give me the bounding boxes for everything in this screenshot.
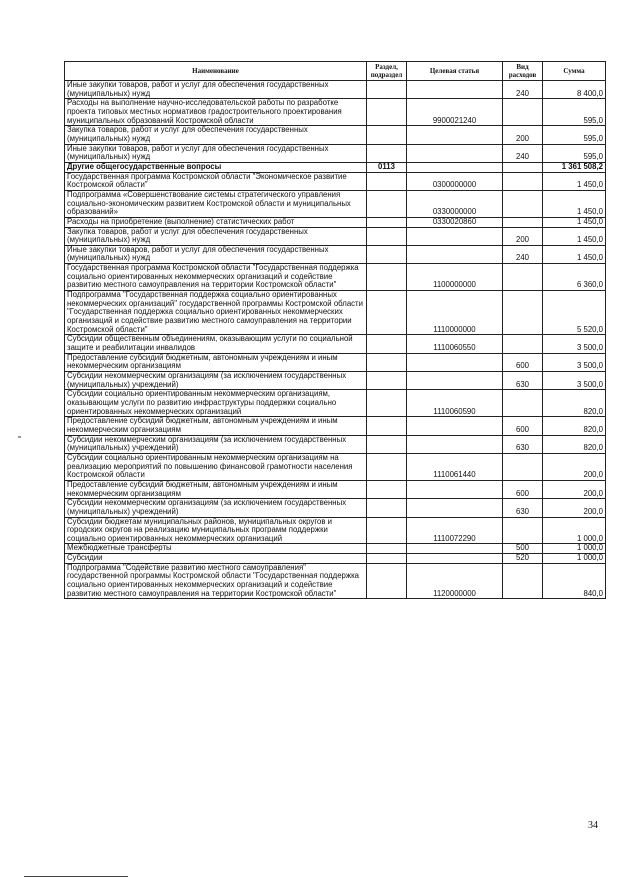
cell-section xyxy=(367,554,407,564)
cell-sum: 820,0 xyxy=(543,417,606,435)
cell-name: Иные закупки товаров, работ и услуг для обеспечения государственных (муниципальных) нужд xyxy=(65,245,367,263)
cell-article xyxy=(407,372,503,390)
table-row xyxy=(65,245,606,263)
cell-sum: 1 000,0 xyxy=(543,554,606,564)
cell-name: Предоставление субсидий бюджетным, автономным учреждениям и иным некоммерческим организациям xyxy=(65,417,367,435)
cell-article: 1120000000 xyxy=(407,563,503,599)
cell-article xyxy=(407,353,503,371)
cell-section xyxy=(367,99,407,126)
table-row xyxy=(65,264,606,291)
cell-type: 240 xyxy=(503,245,543,263)
table-row xyxy=(65,544,606,554)
cell-sum: 820,0 xyxy=(543,435,606,453)
cell-sum: 1 450,0 xyxy=(543,217,606,227)
cell-section xyxy=(367,335,407,353)
cell-sum: 200,0 xyxy=(543,453,606,480)
cell-type: 240 xyxy=(503,81,543,99)
cell-type xyxy=(503,563,543,599)
cell-type xyxy=(503,172,543,190)
cell-name: Субсидии некоммерческим организациям (за исключением государственных (муниципальных) учреждений) xyxy=(65,372,367,390)
header-sum: Сумма xyxy=(543,62,606,81)
cell-section xyxy=(367,563,407,599)
cell-article: 0330000000 xyxy=(407,190,503,217)
cell-name: Иные закупки товаров, работ и услуг для обеспечения государственных (муниципальных) нужд xyxy=(65,81,367,99)
cell-article xyxy=(407,417,503,435)
table-row xyxy=(65,563,606,599)
cell-sum: 820,0 xyxy=(543,390,606,417)
cell-type: 600 xyxy=(503,353,543,371)
cell-article xyxy=(407,162,503,172)
table-row xyxy=(65,291,606,335)
cell-type: 630 xyxy=(503,372,543,390)
cell-article xyxy=(407,81,503,99)
table-row xyxy=(65,81,606,99)
cell-name: Закупка товаров, работ и услуг для обеспечения государственных (муниципальных) нужд xyxy=(65,126,367,144)
table-row xyxy=(65,372,606,390)
cell-name: Субсидии некоммерческим организациям (за исключением государственных (муниципальных) учреждений) xyxy=(65,499,367,517)
cell-name: Субсидии xyxy=(65,554,367,564)
cell-sum: 1 000,0 xyxy=(543,544,606,554)
cell-section xyxy=(367,172,407,190)
cell-article: 1110000000 xyxy=(407,291,503,335)
cell-article: 1100000000 xyxy=(407,264,503,291)
cell-type: 500 xyxy=(503,544,543,554)
cell-name: Государственная программа Костромской области "Экономическое развитие Костромской области" xyxy=(65,172,367,190)
table-row xyxy=(65,162,606,172)
cell-article: 1110072290 xyxy=(407,517,503,544)
cell-name: Расходы на выполнение научно-исследовательской работы по разработке проекта типовых местных нормативов градостроительного проектирования муниципальных образований Костромской области xyxy=(65,99,367,126)
cell-article xyxy=(407,544,503,554)
cell-sum: 1 450,0 xyxy=(543,190,606,217)
cell-sum: 8 400,0 xyxy=(543,81,606,99)
cell-name: Расходы на приобретение (выполнение) статистических работ xyxy=(65,217,367,227)
cell-name: Субсидии социально ориентированным некоммерческим организациям, оказывающим услуги по развитию инфраструктуры поддержки социально ориентированных некоммерческих организаций xyxy=(65,390,367,417)
cell-name: Предоставление субсидий бюджетным, автономным учреждениям и иным некоммерческим организациям xyxy=(65,353,367,371)
cell-article xyxy=(407,126,503,144)
budget-table-container xyxy=(64,61,605,599)
cell-section xyxy=(367,291,407,335)
cell-type xyxy=(503,517,543,544)
cell-article xyxy=(407,554,503,564)
cell-sum: 1 000,0 xyxy=(543,517,606,544)
cell-article: 1110061440 xyxy=(407,453,503,480)
table-row xyxy=(65,480,606,498)
cell-section xyxy=(367,264,407,291)
cell-section xyxy=(367,480,407,498)
cell-section xyxy=(367,353,407,371)
table-row xyxy=(65,435,606,453)
scan-mark xyxy=(18,436,21,438)
cell-name: Межбюджетные трансферты xyxy=(65,544,367,554)
cell-name: Иные закупки товаров, работ и услуг для обеспечения государственных (муниципальных) нужд xyxy=(65,144,367,162)
header-name: Наименование xyxy=(65,62,367,81)
table-row xyxy=(65,99,606,126)
cell-sum: 1 361 508,2 xyxy=(543,162,606,172)
cell-sum: 3 500,0 xyxy=(543,372,606,390)
cell-type xyxy=(503,390,543,417)
cell-name: Государственная программа Костромской области "Государственная поддержка социально ориентированных некоммерческих организаций и содействие развитию местного самоуправления на территории Костромской области" xyxy=(65,264,367,291)
table-row xyxy=(65,499,606,517)
cell-type xyxy=(503,264,543,291)
cell-type xyxy=(503,217,543,227)
cell-article xyxy=(407,499,503,517)
cell-section xyxy=(367,435,407,453)
cell-sum: 3 500,0 xyxy=(543,335,606,353)
table-row xyxy=(65,190,606,217)
cell-type: 600 xyxy=(503,417,543,435)
cell-sum: 6 360,0 xyxy=(543,264,606,291)
cell-name: Подпрограмма «Совершенствование системы стратегического управления социально-экономическим развитием Костромской области и муниципальных образований» xyxy=(65,190,367,217)
table-row xyxy=(65,453,606,480)
cell-sum: 595,0 xyxy=(543,144,606,162)
cell-type xyxy=(503,291,543,335)
header-article: Целевая статья xyxy=(407,62,503,81)
cell-name: Другие общегосударственные вопросы xyxy=(65,162,367,172)
cell-article: 0330020860 xyxy=(407,217,503,227)
table-header-row xyxy=(65,62,606,81)
cell-type xyxy=(503,162,543,172)
cell-article: 0300000000 xyxy=(407,172,503,190)
cell-section xyxy=(367,81,407,99)
cell-type xyxy=(503,190,543,217)
cell-type: 630 xyxy=(503,499,543,517)
cell-type: 600 xyxy=(503,480,543,498)
footer-rule xyxy=(24,876,128,877)
cell-sum: 3 500,0 xyxy=(543,353,606,371)
cell-sum: 200,0 xyxy=(543,480,606,498)
cell-type: 240 xyxy=(503,144,543,162)
cell-section xyxy=(367,499,407,517)
cell-type: 200 xyxy=(503,126,543,144)
cell-section: 0113 xyxy=(367,162,407,172)
cell-section xyxy=(367,126,407,144)
table-row xyxy=(65,172,606,190)
cell-article: 9900021240 xyxy=(407,99,503,126)
cell-section xyxy=(367,453,407,480)
cell-article: 1110060550 xyxy=(407,335,503,353)
cell-type: 520 xyxy=(503,554,543,564)
table-row xyxy=(65,126,606,144)
table-body xyxy=(65,81,606,599)
cell-section xyxy=(367,417,407,435)
cell-name: Субсидии социально ориентированным некоммерческим организациям на реализацию мероприятий по повышению финансовой грамотности населения Костромской области xyxy=(65,453,367,480)
cell-article xyxy=(407,227,503,245)
cell-type: 630 xyxy=(503,435,543,453)
cell-name: Закупка товаров, работ и услуг для обеспечения государственных (муниципальных) нужд xyxy=(65,227,367,245)
table-row xyxy=(65,390,606,417)
table-row xyxy=(65,353,606,371)
cell-sum: 200,0 xyxy=(543,499,606,517)
table-row xyxy=(65,517,606,544)
cell-section xyxy=(367,227,407,245)
cell-section xyxy=(367,517,407,544)
cell-section xyxy=(367,217,407,227)
cell-type xyxy=(503,453,543,480)
cell-type xyxy=(503,335,543,353)
cell-sum: 595,0 xyxy=(543,126,606,144)
cell-name: Субсидии некоммерческим организациям (за исключением государственных (муниципальных) учреждений) xyxy=(65,435,367,453)
cell-name: Субсидии бюджетам муниципальных районов, муниципальных округов и городских округов на реализацию муниципальных программ поддержки социально ориентированных некоммерческих организаций xyxy=(65,517,367,544)
cell-name: Подпрограмма "Содействие развитию местного самоуправления" государственной программы Костромской области "Государственная поддержка социально ориентированных некоммерческих организаций и содействие развитию местного самоуправления на территории Костромской области" xyxy=(65,563,367,599)
table-row xyxy=(65,335,606,353)
cell-name: Подпрограмма "Государственная поддержка социально ориентированных некоммерческих организаций" государственной программы Костромской области "Государственная поддержка социально ориентированных некоммерческих организаций и содействие развитию местного самоуправления на территории Костромской области" xyxy=(65,291,367,335)
cell-article: 1110060590 xyxy=(407,390,503,417)
cell-type xyxy=(503,99,543,126)
cell-sum: 1 450,0 xyxy=(543,245,606,263)
cell-sum: 840,0 xyxy=(543,563,606,599)
table-row xyxy=(65,227,606,245)
cell-type: 200 xyxy=(503,227,543,245)
budget-table xyxy=(64,61,606,599)
cell-section xyxy=(367,190,407,217)
cell-sum: 1 450,0 xyxy=(543,172,606,190)
cell-section xyxy=(367,372,407,390)
cell-sum: 1 450,0 xyxy=(543,227,606,245)
cell-section xyxy=(367,144,407,162)
cell-article xyxy=(407,245,503,263)
cell-sum: 595,0 xyxy=(543,99,606,126)
header-type: Вид расходов xyxy=(503,62,543,81)
header-section: Раздел, подраздел xyxy=(367,62,407,81)
cell-section xyxy=(367,245,407,263)
cell-name: Предоставление субсидий бюджетным, автономным учреждениям и иным некоммерческим организациям xyxy=(65,480,367,498)
cell-article xyxy=(407,480,503,498)
table-row xyxy=(65,217,606,227)
cell-section xyxy=(367,390,407,417)
cell-article xyxy=(407,435,503,453)
cell-sum: 5 520,0 xyxy=(543,291,606,335)
cell-section xyxy=(367,544,407,554)
table-row xyxy=(65,144,606,162)
table-row xyxy=(65,417,606,435)
table-row xyxy=(65,554,606,564)
page-number: 34 xyxy=(588,820,598,831)
cell-article xyxy=(407,144,503,162)
cell-name: Субсидии общественным объединениям, оказывающим услуги по социальной защите и реабилитации инвалидов xyxy=(65,335,367,353)
